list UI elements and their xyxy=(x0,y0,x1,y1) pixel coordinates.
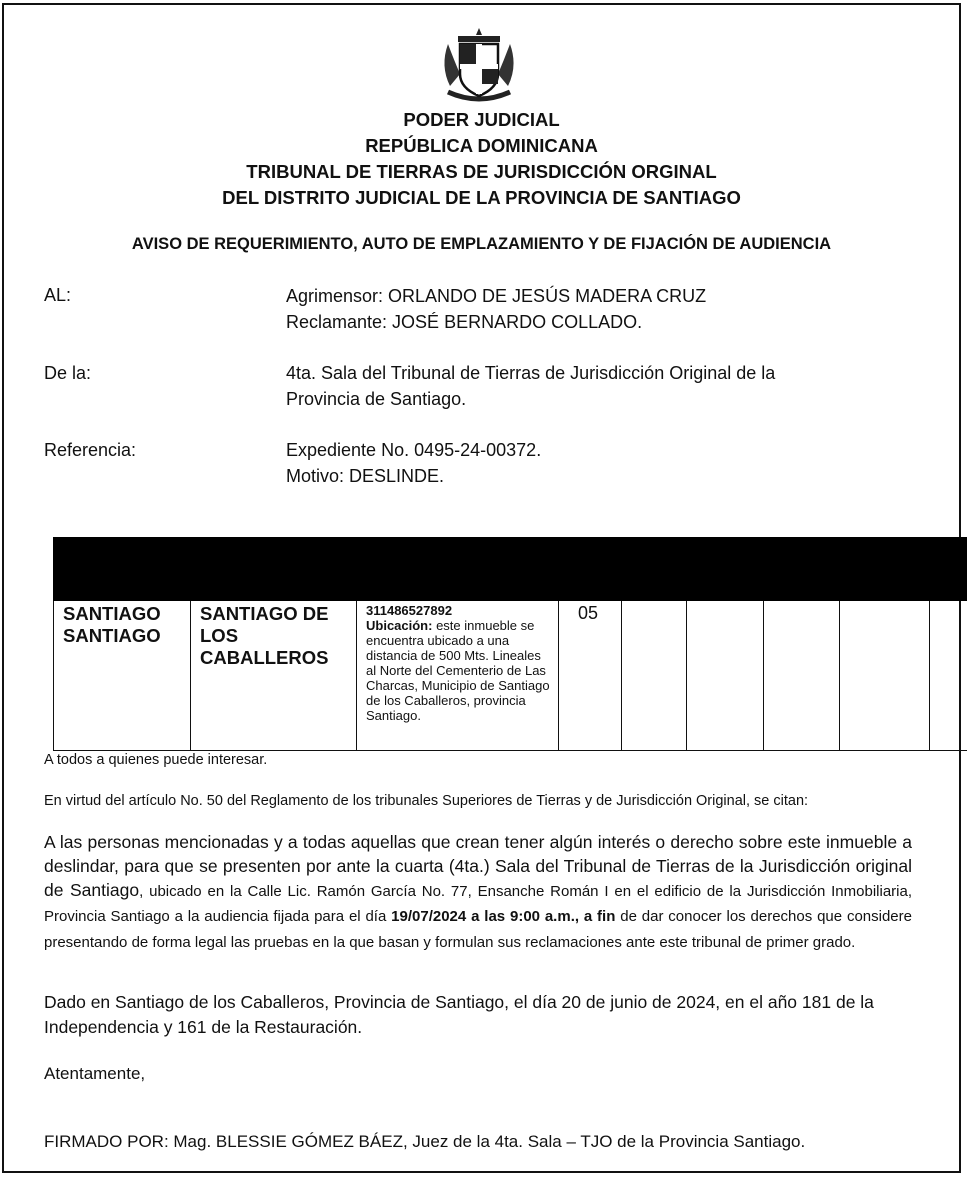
table-header-row xyxy=(54,538,967,601)
empty-cell xyxy=(764,601,840,751)
table-header-cell xyxy=(559,538,622,601)
district-cell: 05 xyxy=(559,601,622,751)
table-header-cell xyxy=(840,538,930,601)
citation-intro: A las personas mencionadas y a todas aquellas que crean tener algún interés o derecho sobre este inmueble a deslindar, para que se presenten por ante la cuarta (4ta.) Sala del Tribunal de Tierras de la Jurisdicción original de Santiago xyxy=(44,832,912,900)
al-label: AL: xyxy=(44,285,72,305)
header-line-2: REPÚBLICA DOMINICANA xyxy=(365,135,598,156)
dela-label: De la: xyxy=(44,363,92,383)
motivo-line: Motivo: DESLINDE. xyxy=(286,466,445,486)
table-header-cell xyxy=(687,538,764,601)
reclamante-line: Reclamante: JOSÉ BERNARDO COLLADO. xyxy=(286,312,643,332)
expediente-line: Expediente No. 0495-24-00372. xyxy=(286,440,542,460)
coat-of-arms-seal xyxy=(438,26,520,104)
municipality-cell: SANTIAGO DE LOS CABALLEROS xyxy=(191,601,357,751)
parcel-number: 311486527892 xyxy=(366,603,453,618)
ubicacion-text: este inmueble se encuentra ubicado a una distancia de 500 Mts. Lineales al Norte del Cementerio de Las Charcas, Municipio de Santiago de los Caballeros, provincia Santiago. xyxy=(366,618,550,723)
article-text: En virtud del artículo No. 50 del Reglamento de los tribunales Superiores de Tierras y de Jurisdicción Original, se citan: xyxy=(44,793,809,809)
referencia-label: Referencia: xyxy=(44,440,137,460)
table-header-cell xyxy=(764,538,840,601)
signature-line: FIRMADO POR: Mag. BLESSIE GÓMEZ BÁEZ, Juez de la 4ta. Sala – TJO de la Provincia Santiago. xyxy=(44,1132,806,1151)
agrimensor-line: Agrimensor: ORLANDO DE JESÚS MADERA CRUZ xyxy=(286,286,707,306)
al-value xyxy=(286,283,846,335)
property-table xyxy=(53,537,967,751)
citation-paragraph xyxy=(44,830,912,955)
table-header-cell xyxy=(622,538,687,601)
empty-cell xyxy=(930,601,967,751)
table-header-cell xyxy=(930,538,967,601)
referencia-value xyxy=(286,437,846,489)
parcel-cell xyxy=(357,601,559,751)
hearing-date: 19/07/2024 a las 9:00 a.m., a fin xyxy=(391,907,616,925)
province-cell: SANTIAGO SANTIAGO xyxy=(54,601,191,751)
header-line-3: TRIBUNAL DE TIERRAS DE JURISDICCIÓN ORGINAL xyxy=(246,161,717,182)
greeting-text: A todos a quienes puede interesar. xyxy=(44,752,268,768)
header-line-1: PODER JUDICIAL xyxy=(403,109,560,130)
empty-cell xyxy=(622,601,687,751)
empty-cell xyxy=(840,601,930,751)
citation-closing: de dar conocer los derechos que considere presentando de forma legal las pruebas en la que basan y formulan sus reclamaciones ante este tribunal de primer grado. xyxy=(44,907,912,951)
dela-value: 4ta. Sala del Tribunal de Tierras de Jurisdicción Original de la Provincia de Santiago. xyxy=(286,363,776,409)
citation-address: , ubicado en la Calle Lic. Ramón García No. 77, Ensanche Román I en el edificio de la Jurisdicción Inmobiliaria, Provincia Santiago a la audiencia fijada para el día xyxy=(44,883,913,925)
table-header-cell xyxy=(191,538,357,601)
ubicacion-label: Ubicación: xyxy=(366,618,433,633)
citation-body xyxy=(44,830,912,955)
table-row xyxy=(54,601,967,751)
table-header-cell xyxy=(357,538,559,601)
empty-cell xyxy=(687,601,764,751)
table-header-cell xyxy=(54,538,191,601)
document-title: AVISO DE REQUERIMIENTO, AUTO DE EMPLAZAMIENTO Y DE FIJACIÓN DE AUDIENCIA xyxy=(131,235,832,253)
header-line-4: DEL DISTRITO JUDICIAL DE LA PROVINCIA DE SANTIAGO xyxy=(222,187,741,208)
closing-text: Atentamente, xyxy=(44,1064,146,1083)
dated-paragraph: Dado en Santiago de los Caballeros, Provincia de Santiago, el día 20 de junio de 2024, en el año 181 de la Independencia y 161 de la Restauración. xyxy=(44,992,874,1037)
